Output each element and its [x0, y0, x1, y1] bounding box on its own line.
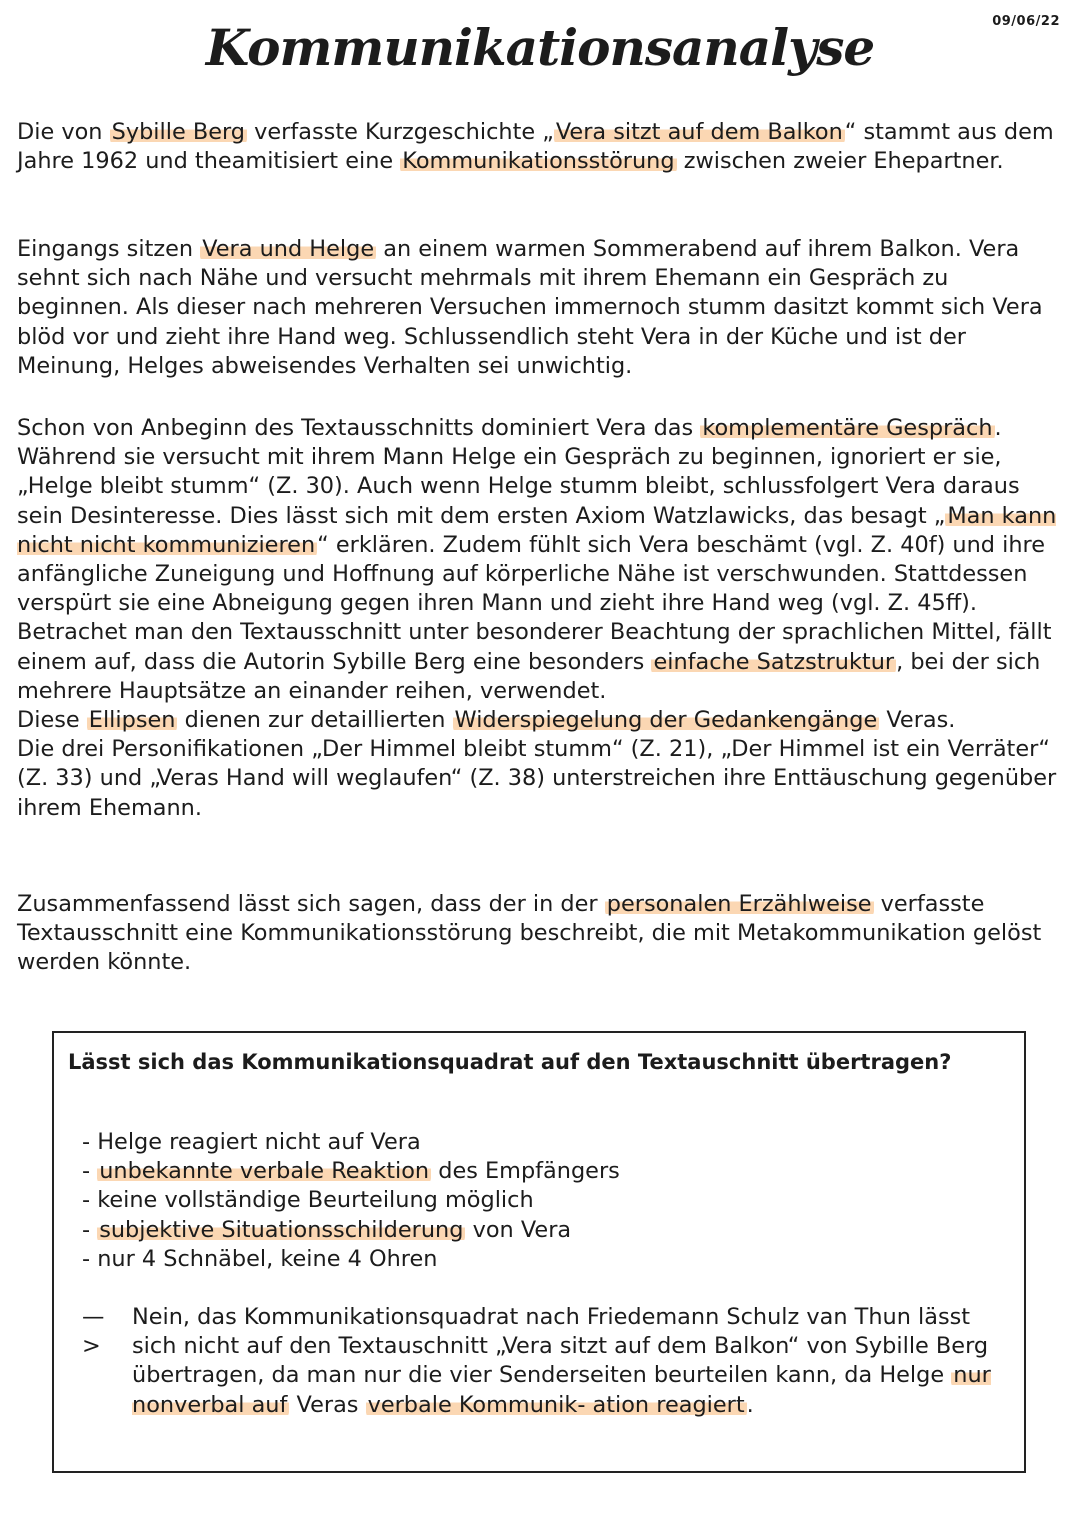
- question-box: [52, 1031, 1026, 1473]
- highlight: subjektive Situationsschilderung: [99, 1216, 464, 1243]
- highlight: Vera sitzt auf dem Balkon: [555, 119, 843, 145]
- highlight: komplementäre Gespräch: [702, 415, 993, 441]
- analysis-paragraph: Schon von Anbeginn des Textausschnitts dominiert Vera das komplementäre Gespräch. Während sie versucht mit ihrem Mann Helge ein Gespräch zu beginnen, ignoriert er sie, „Helge bleibt stumm“ (Z. 30). Auch wenn Helge stumm bleibt, schlussfolgert Vera daraus sein Desinteresse. Dies lässt sich mit dem ersten Axiom Watzlawicks, das besagt „Man kann nicht nicht kommunizieren“ erklären. Zudem fühlt sich Vera beschämt (vgl. Z. 40f) und ihre anfängliche Zuneigung und Hoffnung auf körperliche Nähe ist verschwunden. Stattdessen verspürt sie eine Abneigung gegen ihren Mann und zieht ihre Hand weg (vgl. Z. 45ff). Betrachet man den Textausschnitt unter besonderer Beachtung der sprachlichen Mittel, fällt einem auf, dass die Autorin Sybille Berg eine besonders einfache Satzstruktur, bei der sich mehrere Hauptsätze an einander reihen, verwendet. Diese Ellipsen dienen zur detaillierten Widerspiegelung der Gedankengänge Veras. Die drei Personifikationen „Der Himmel bleibt stumm“ (Z. 21), „Der Himmel ist ein Verräter“ (Z. 33) und „Veras Hand will weglaufen“ (Z. 38) unterstreichen ihre Enttäuschung gegenüber ihrem Ehemann.: [17, 415, 1057, 821]
- summary-paragraph: Eingangs sitzen Vera und Helge an einem warmen Sommerabend auf ihrem Balkon. Vera sehnt sich nach Nähe und versucht mehrmals mit ihrem Ehemann ein Gespräch zu beginnen. Als dieser nach mehreren Versuchen immernoch stumm dasitzt kommt sich Vera blöd vor und zieht ihre Hand weg. Schlussendlich steht Vera in der Küche und ist der Meinung, Helges abweisendes Verhalten sei unwichtig.: [17, 236, 1043, 379]
- highlight: verbale Kommunik- ation reagiert: [367, 1391, 745, 1418]
- list-item: - unbekannte verbale Reaktion des Empfängers: [82, 1157, 620, 1186]
- highlight: Vera und Helge: [202, 236, 375, 262]
- list-item: - nur 4 Schnäbel, keine 4 Ohren: [82, 1245, 620, 1274]
- conclusion-paragraph: Zusammenfassend lässt sich sagen, dass der in der personalen Erzählweise verfasste Textausschnitt eine Kommunikationsstörung beschreibt, die mit Metakommunikation gelöst werden könnte.: [17, 891, 1042, 976]
- list-item: - subjektive Situationsschilderung von Vera: [82, 1216, 620, 1245]
- highlight: Kommunikationsstörung: [402, 148, 675, 175]
- highlight: nur nonverbal auf: [132, 1362, 991, 1418]
- highlight: einfache Satzstruktur: [653, 648, 895, 675]
- highlight: Sybille Berg: [111, 119, 246, 145]
- highlight: Ellipsen: [88, 707, 176, 734]
- box-question: Lässt sich das Kommunikationsquadrat auf den Textauschnitt übertragen?: [68, 1050, 952, 1074]
- bullet-list: [82, 1128, 620, 1274]
- list-item: - Helge reagiert nicht auf Vera: [82, 1128, 620, 1157]
- highlight: unbekannte verbale Reaktion: [99, 1158, 430, 1185]
- highlight: Widerspiegelung der Gedankengänge: [454, 707, 878, 734]
- list-item: - keine vollständige Beurteilung möglich: [82, 1186, 620, 1215]
- date-label: 09/06/22: [992, 14, 1060, 29]
- intro-paragraph: Die von Sybille Berg verfasste Kurzgeschichte „Vera sitzt auf dem Balkon“ stammt aus dem Jahre 1962 und theamitisiert eine Kommunikationsstörung zwischen zweier Ehepartner.: [17, 119, 1054, 175]
- page-title: Kommunikationsanalyse: [205, 18, 875, 77]
- arrow-icon: —>: [82, 1304, 105, 1360]
- box-answer: Nein, das Kommunikationsquadrat nach Friedemann Schulz van Thun lässt sich nicht auf den Textauschnitt „Vera sitzt auf dem Balkon“ von Sybille Berg übertragen, da man nur die vier Senderseiten beurteilen kann, da Helge nur nonverbal auf Veras verbale Kommunik- ation reagiert.: [132, 1304, 991, 1418]
- highlight: Man kann nicht nicht kommunizieren: [17, 502, 1057, 558]
- highlight: personalen Erzählweise: [606, 891, 872, 917]
